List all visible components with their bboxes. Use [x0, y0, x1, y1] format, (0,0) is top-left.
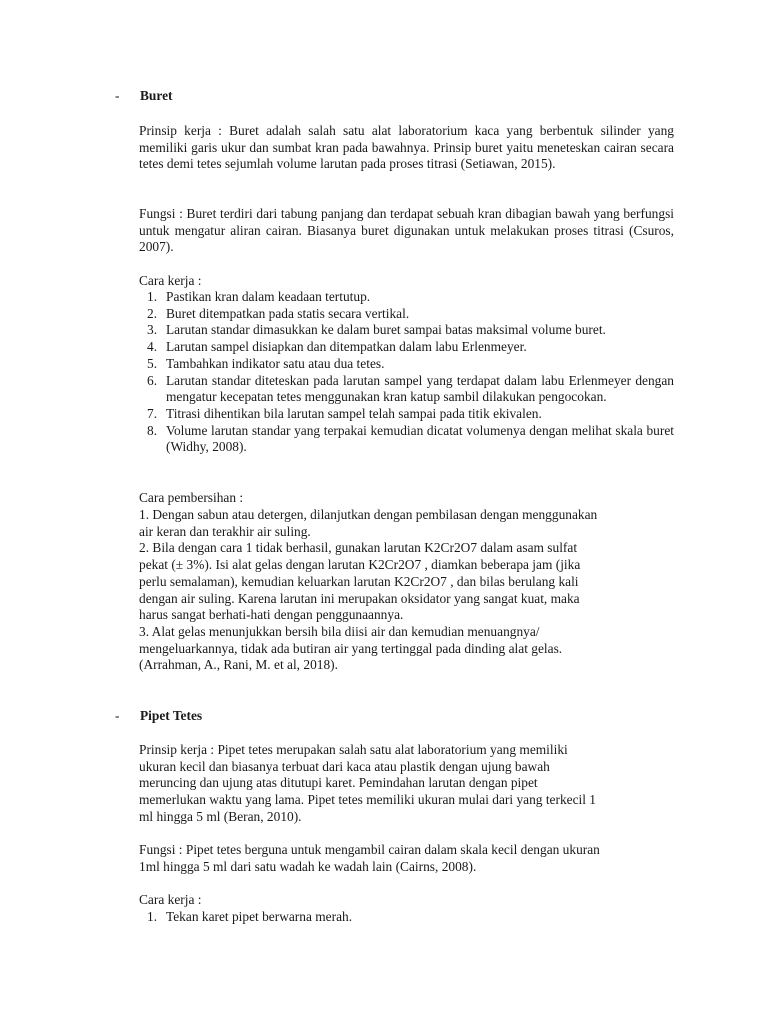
- text-line: 1. Dengan sabun atau detergen, dilanjutkan dengan pembilasan dengan menggunakan: [139, 507, 598, 522]
- text-line: 1ml hingga 5 ml dari satu wadah ke wadah lain (Cairns, 2008).: [139, 858, 477, 874]
- buret-cara-kerja-list: [139, 289, 674, 456]
- section-title-pipet: Pipet Tetes: [140, 708, 203, 723]
- list-item: [139, 356, 674, 373]
- list-text: Larutan standar dimasukkan ke dalam buret sampai batas maksimal volume buret.: [166, 322, 606, 338]
- text-line: Fungsi : Pipet tetes berguna untuk mengambil cairan dalam skala kecil dengan ukuran: [139, 842, 600, 857]
- text-line: meruncing dan ujung atas ditutupi karet. Pemindahan larutan dengan pipet: [139, 775, 538, 791]
- list-item: [139, 306, 674, 323]
- list-item: [139, 373, 674, 406]
- section-dash: -: [115, 708, 120, 723]
- list-text: Larutan sampel disiapkan dan ditempatkan dalam labu Erlenmeyer.: [166, 339, 527, 355]
- text-line: (Arrahman, A., Rani, M. et al, 2018).: [139, 657, 338, 673]
- text-line: air keran dan terakhir air suling.: [139, 523, 311, 539]
- list-text: Tambahkan indikator satu atau dua tetes.: [166, 355, 385, 371]
- list-number: 7.: [147, 405, 158, 421]
- text-line: pekat (± 3%). Isi alat gelas dengan larutan K2Cr2O7 , diamkan beberapa jam (jika: [139, 557, 581, 573]
- list-item: [139, 289, 674, 306]
- list-item: [139, 406, 674, 423]
- list-text: Tekan karet pipet berwarna merah.: [166, 909, 353, 924]
- list-item: [139, 339, 674, 356]
- text-line: Prinsip kerja : Pipet tetes merupakan salah satu alat laboratorium yang memiliki: [139, 742, 568, 757]
- buret-fungsi: Fungsi : Buret terdiri dari tabung panjang dan terdapat sebuah kran dibagian bawah yang berfungsi untuk mengatur aliran cairan. Biasanya buret digunakan untuk melakukan proses titrasi (Csuros, 2007).: [139, 206, 674, 255]
- buret-prinsip: Prinsip kerja : Buret adalah salah satu alat laboratorium kaca yang berbentuk silinder yang memiliki garis ukur dan sumbat kran pada bawahnya. Prinsip buret yaitu meneteskan cairan secara tetes demi tetes sejumlah volume larutan pada proses titrasi (Setiawan, 2015).: [139, 123, 674, 172]
- text-line: memerlukan waktu yang lama. Pipet tetes memiliki ukuran mulai dari yang terkecil 1: [139, 792, 597, 808]
- pipet-fungsi: [139, 842, 674, 875]
- list-item: [139, 322, 674, 339]
- list-number: 3.: [147, 322, 158, 338]
- pipet-cara-kerja-list: [139, 909, 674, 926]
- text-line: ml hingga 5 ml (Beran, 2010).: [139, 808, 302, 824]
- section-dash: -: [115, 88, 120, 103]
- pipet-prinsip: [139, 742, 674, 826]
- buret-pembersihan: [139, 507, 674, 674]
- text-line: ukuran kecil dan biasanya terbuat dari kaca atau plastik dengan ujung bawah: [139, 758, 550, 774]
- list-number: 8.: [147, 422, 158, 438]
- text-line: perlu semalaman), kemudian keluarkan larutan K2Cr2O7 , dan bilas berulang kali: [139, 573, 579, 589]
- list-text: Titrasi dihentikan bila larutan sampel telah sampai pada titik ekivalen.: [166, 405, 542, 421]
- list-item: [139, 423, 674, 456]
- text-line: harus sangat berhati-hati dengan penggunaannya.: [139, 607, 404, 623]
- section-title-buret: Buret: [140, 88, 173, 103]
- text-line: 2. Bila dengan cara 1 tidak berhasil, gunakan larutan K2Cr2O7 dalam asam sulfat: [139, 540, 578, 556]
- list-number: 1.: [147, 909, 158, 924]
- list-number: 1.: [147, 289, 158, 304]
- buret-cara-kerja-label: Cara kerja :: [139, 273, 202, 288]
- list-text: Volume larutan standar yang terpakai kemudian dicatat volumenya dengan melihat skala buret (Widhy, 2008).: [166, 422, 674, 455]
- list-number: 2.: [147, 305, 158, 321]
- list-number: 4.: [147, 339, 158, 355]
- pipet-cara-kerja-label: Cara kerja :: [139, 892, 202, 907]
- list-text: Pastikan kran dalam keadaan tertutup.: [166, 289, 371, 304]
- list-item: [139, 909, 674, 926]
- list-number: 6.: [147, 372, 158, 388]
- list-text: Larutan standar diteteskan pada larutan sampel yang terdapat dalam labu Erlenmeyer dengan mengatur kecepatan tetes menggunakan kran katup sambil dilakukan pengocokan.: [166, 372, 674, 405]
- text-line: 3. Alat gelas menunjukkan bersih bila diisi air dan kemudian menuangnya/: [139, 623, 540, 639]
- list-number: 5.: [147, 355, 158, 371]
- text-line: dengan air suling. Karena larutan ini merupakan oksidator yang sangat kuat, maka: [139, 590, 580, 606]
- text-line: mengeluarkannya, tidak ada butiran air yang tertinggal pada dinding alat gelas.: [139, 640, 563, 656]
- buret-pembersihan-label: Cara pembersihan :: [139, 490, 244, 505]
- list-text: Buret ditempatkan pada statis secara vertikal.: [166, 305, 410, 321]
